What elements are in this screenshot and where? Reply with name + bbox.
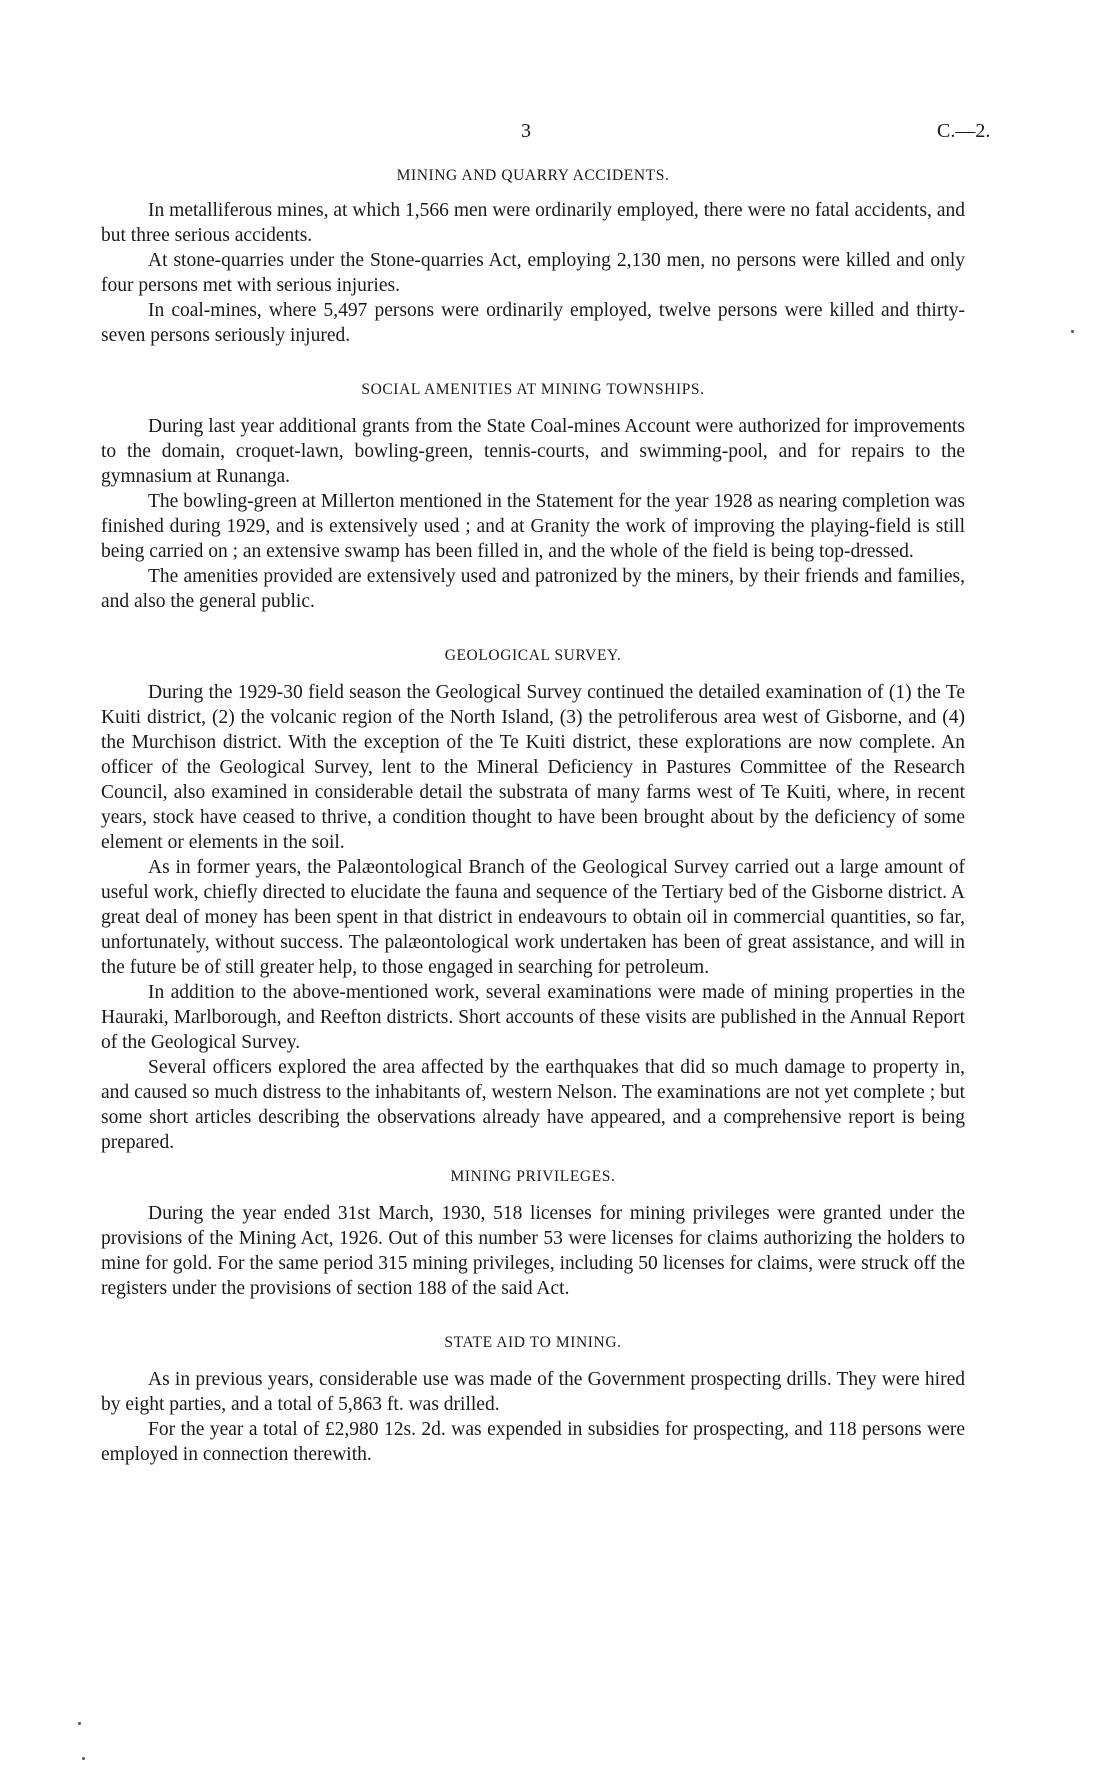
section-geological-survey [101, 646, 965, 1155]
document-reference: C.—2. [937, 120, 991, 142]
section-mining-quarry-accidents [101, 166, 965, 348]
paragraph: For the year a total of £2,980 12s. 2d. was expended in subsidies for prospecting, and 118 persons were employed in connection therewith. [101, 1419, 965, 1465]
paragraph: During last year additional grants from the State Coal-mines Account were authorized for improvements to the domain, croquet-lawn, bowling-green, tennis-courts, and swimming-pool, and for repairs to the gymnasium at Runanga. [101, 416, 965, 487]
paragraph: As in former years, the Palæontological Branch of the Geological Survey carried out a large amount of useful work, chiefly directed to elucidate the fauna and sequence of the Tertiary bed of the Gisborne district. A great deal of money has been spent in that district in endeavours to obtain oil in commercial quantities, so far, unfortunately, without success. The palæontological work undertaken has been of great assistance, and will in the future be of still greater help, to those engaged in searching for petroleum. [101, 857, 965, 978]
paragraph: The bowling-green at Millerton mentioned in the Statement for the year 1928 as nearing completion was finished during 1929, and is extensively used ; and at Granity the work of improving the playing-field is still being carried on ; an extensive swamp has been filled in, and the whole of the field is being top-dressed. [101, 491, 965, 562]
body-content [101, 166, 965, 1467]
section-title: STATE AID TO MINING. [444, 1334, 622, 1351]
section-title: SOCIAL AMENITIES AT MINING TOWNSHIPS. [361, 381, 705, 398]
section-title: GEOLOGICAL SURVEY. [444, 647, 622, 664]
paragraph: In coal-mines, where 5,497 persons were ordinarily employed, twelve persons were killed and thirty-seven persons seriously injured. [101, 300, 965, 346]
paragraph: During the 1929-30 field season the Geological Survey continued the detailed examination of (1) the Te Kuiti district, (2) the volcanic region of the North Island, (3) the petroliferous area west of Gisborne, and (4) the Murchison district. With the exception of the Te Kuiti district, these explorations are now complete. An officer of the Geological Survey, lent to the Mineral Deficiency in Pastures Committee of the Research Council, also examined in considerable detail the substrata of many farms west of Te Kuiti, where, in recent years, stock have ceased to thrive, a condition thought to have been brought about by the deficiency of some element or elements in the soil. [101, 682, 965, 853]
section-mining-privileges [101, 1167, 965, 1301]
paragraph: During the year ended 31st March, 1930, 518 licenses for mining privileges were granted under the provisions of the Mining Act, 1926. Out of this number 53 were licenses for claims authorizing the holders to mine for gold. For the same period 315 mining privileges, including 50 licenses for claims, were struck off the registers under the provisions of section 188 of the said Act. [101, 1203, 965, 1299]
section-social-amenities [101, 380, 965, 614]
paragraph: The amenities provided are extensively used and patronized by the miners, by their friends and families, and also the general public. [101, 566, 965, 612]
paragraph: In metalliferous mines, at which 1,566 men were ordinarily employed, there were no fatal accidents, and but three serious accidents. [101, 200, 965, 246]
section-title: MINING PRIVILEGES. [450, 1168, 616, 1185]
paragraph: In addition to the above-mentioned work, several examinations were made of mining properties in the Hauraki, Marlborough, and Reefton districts. Short accounts of these visits are published in the Annual Report of the Geological Survey. [101, 982, 965, 1053]
scan-speck [78, 1722, 81, 1725]
paragraph: At stone-quarries under the Stone-quarries Act, employing 2,130 men, no persons were killed and only four persons met with serious injuries. [101, 250, 965, 296]
section-state-aid-to-mining [101, 1333, 965, 1467]
paragraph: As in previous years, considerable use was made of the Government prospecting drills. They were hired by eight parties, and a total of 5,863 ft. was drilled. [101, 1369, 965, 1415]
page-header [0, 120, 1114, 150]
paragraph: Several officers explored the area affected by the earthquakes that did so much damage to property in, and caused so much distress to the inhabitants of, western Nelson. The examinations are not yet complete ; but some short articles describing the observations already have appeared, and a comprehensive report is being prepared. [101, 1057, 965, 1153]
scan-speck [1071, 330, 1074, 333]
scan-speck [82, 1757, 85, 1760]
page-number: 3 [521, 120, 531, 142]
section-title: MINING AND QUARRY ACCIDENTS. [396, 167, 670, 184]
